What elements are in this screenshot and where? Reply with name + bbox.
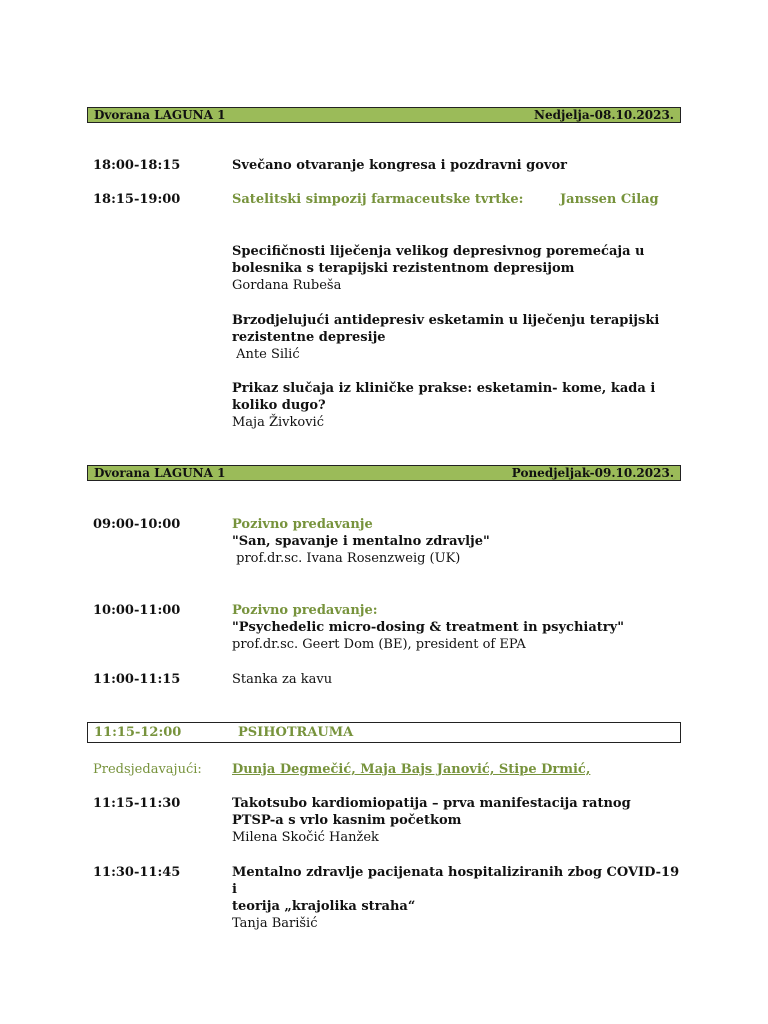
talk-speaker: Ante Silić: [232, 347, 300, 362]
lecture1-speaker: prof.dr.sc. Ivana Rosenzweig (UK): [232, 551, 461, 566]
day1-talk-2: [232, 312, 682, 363]
talk-title-line: teorija „krajolika straha“: [232, 899, 416, 914]
opening-time: 18:00-18:15: [93, 158, 181, 173]
day1-talk-1: [232, 243, 682, 294]
lecture1-label: Pozivno predavanje: [232, 517, 373, 532]
symposium-label: Satelitski simpozij farmaceutske tvrtke:: [232, 192, 524, 207]
day2-date: Ponedjeljak-09.10.2023.: [511, 466, 674, 480]
talk-title-line: PTSP-a s vrlo kasnim početkom: [232, 813, 462, 828]
lecture1-time: 09:00-10:00: [93, 517, 181, 532]
lecture2-speaker: prof.dr.sc. Geert Dom (BE), president of EPA: [232, 637, 526, 652]
talk-speaker: Milena Skočić Hanžek: [232, 830, 379, 845]
lecture1-block: [232, 516, 682, 567]
opening-title: Svečano otvaranje kongresa i pozdravni govor: [232, 158, 567, 173]
talk-time: 11:15-11:30: [93, 796, 181, 811]
talk-speaker: Maja Živković: [232, 415, 324, 430]
session-title: PSIHOTRAUMA: [238, 725, 354, 740]
coffee-time: 11:00-11:15: [93, 672, 181, 687]
talk-title-line: Specifičnosti liječenja velikog depresivnog poremećaja u: [232, 244, 645, 259]
lecture2-label: Pozivno predavanje:: [232, 603, 378, 618]
lecture2-time: 10:00-11:00: [93, 603, 181, 618]
session-time: 11:15-12:00: [94, 725, 182, 740]
talk-title-line: Takotsubo kardiomiopatija – prva manifestacija ratnog: [232, 796, 631, 811]
chairs-names: Dunja Degmečić, Maja Bajs Janović, Stipe Drmić,: [232, 762, 591, 777]
talk-speaker: Gordana Rubeša: [232, 278, 342, 293]
day2-talk-2: [232, 864, 682, 932]
day2-hall: Dvorana LAGUNA 1: [94, 466, 226, 480]
talk-time: 11:30-11:45: [93, 865, 181, 880]
lecture2-block: [232, 602, 682, 653]
symposium-company: Janssen Cilag: [560, 192, 659, 207]
talk-title-line: Prikaz slučaja iz kliničke prakse: esketamin- kome, kada i: [232, 381, 656, 396]
talk-title-line: bolesnika s terapijski rezistentnom depresijom: [232, 261, 575, 276]
symposium-time: 18:15-19:00: [93, 192, 181, 207]
day1-header-bar: [87, 107, 681, 123]
day1-date: Nedjelja-08.10.2023.: [534, 108, 674, 122]
lecture2-title: "Psychedelic micro-dosing & treatment in psychiatry": [232, 620, 624, 635]
talk-title-line: Brzodjelujući antidepresiv esketamin u liječenju terapijski: [232, 313, 660, 328]
day2-talk-1: [232, 795, 682, 846]
day2-header-bar: [87, 465, 681, 481]
day1-hall: Dvorana LAGUNA 1: [94, 108, 226, 122]
talk-title-line: Mentalno zdravlje pacijenata hospitaliziranih zbog COVID-19 i: [232, 865, 680, 897]
talk-title-line: rezistentne depresije: [232, 330, 386, 345]
talk-title-line: koliko dugo?: [232, 398, 326, 413]
lecture1-title: "San, spavanje i mentalno zdravlje": [232, 534, 490, 549]
session-bar: [87, 722, 681, 743]
talk-speaker: Tanja Barišić: [232, 916, 318, 931]
chairs-label: Predsjedavajući:: [93, 762, 202, 777]
coffee-text: Stanka za kavu: [232, 672, 333, 687]
day1-talk-3: [232, 380, 682, 431]
